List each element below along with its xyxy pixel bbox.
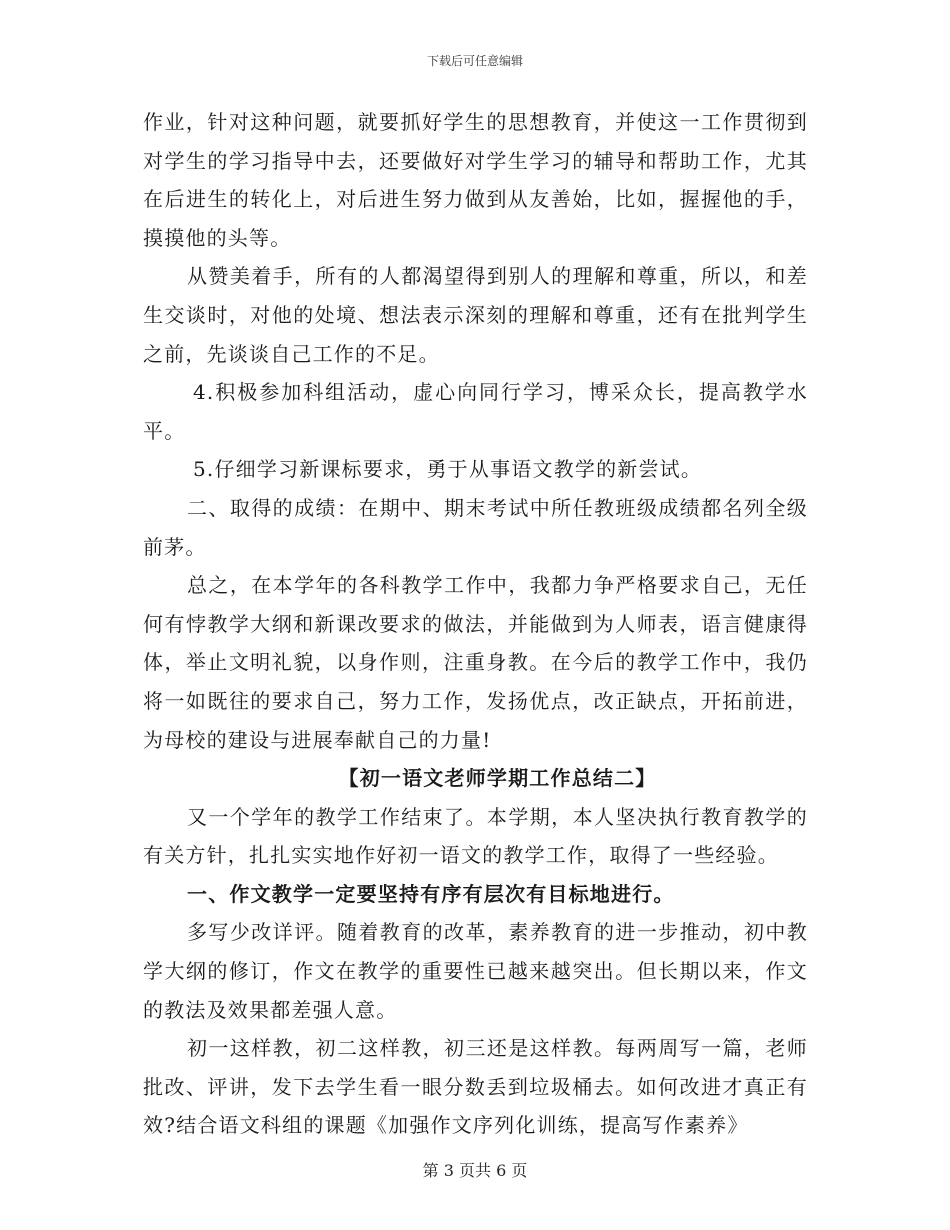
list-item-5: 5.仔细学习新课标要求，勇于从事语文教学的新尝试。 bbox=[193, 457, 703, 482]
paragraph-praise: 从赞美着手，所有的人都渴望得到别人的理解和尊重，所以，和差生交谈时，对他的处境、想法表示深刻的理解和尊重，还有在批判学生之前，先谈谈自己工作的不足。 bbox=[143, 264, 808, 366]
section-title: 【初一语文老师学期工作总结二】 bbox=[338, 766, 657, 791]
document-body bbox=[143, 103, 808, 1145]
paragraph-continuation: 作业，针对这种问题，就要抓好学生的思想教育，并使这一工作贯彻到对学生的学习指导中去，还要做好对学生学习的辅导和帮助工作，尤其在后进生的转化上，对后进生努力做到从友善始，比如，握握他的手，摸摸他的头等。 bbox=[143, 110, 808, 250]
paragraph-composition-2: 初一这样教，初二这样教，初三还是这样教。每两周写一篇，老师批改、评讲，发下去学生看一眼分数丢到垃圾桶去。如何改进才真正有效?结合语文科组的课题《加强作文序列化训练，提高写作素养》 bbox=[143, 1036, 808, 1138]
list-item-4: 4.积极参加科组活动，虚心向同行学习，博采众长，提高教学水平。 bbox=[143, 380, 808, 443]
paragraph-composition-1: 多写少改详评。随着教育的改革，素养教育的进一步推动，初中教学大纲的修订，作文在教学的重要性已越来越突出。但长期以来，作文的教法及效果都差强人意。 bbox=[143, 920, 808, 1022]
section-heading-composition: 一、作文教学一定要坚持有序有层次有目标地进行。 bbox=[187, 881, 675, 906]
page-header: 下载后可任意编辑 bbox=[426, 54, 523, 68]
paragraph-intro: 又一个学年的教学工作结束了。本学期，本人坚决执行教育教学的有关方针，扎扎实实地作好初一语文的教学工作，取得了一些经验。 bbox=[143, 804, 808, 868]
page-number: 第 3 页共 6 页 bbox=[422, 1161, 528, 1180]
paragraph-summary: 总之，在本学年的各科教学工作中，我都力争严格要求自己，无任何有悖教学大纲和新课改要求的做法，并能做到为人师表，语言健康得体，举止文明礼貌，以身作则，注重身教。在今后的教学工作中，我仍将一如既往的要求自己，努力工作，发扬优点，改正缺点，开拓前进，为母校的建设与进展奉献自己的力量! bbox=[143, 573, 808, 752]
paragraph-achievements: 二、取得的成绩：在期中、期末考试中所任教班级成绩都名列全级前茅。 bbox=[143, 495, 808, 559]
